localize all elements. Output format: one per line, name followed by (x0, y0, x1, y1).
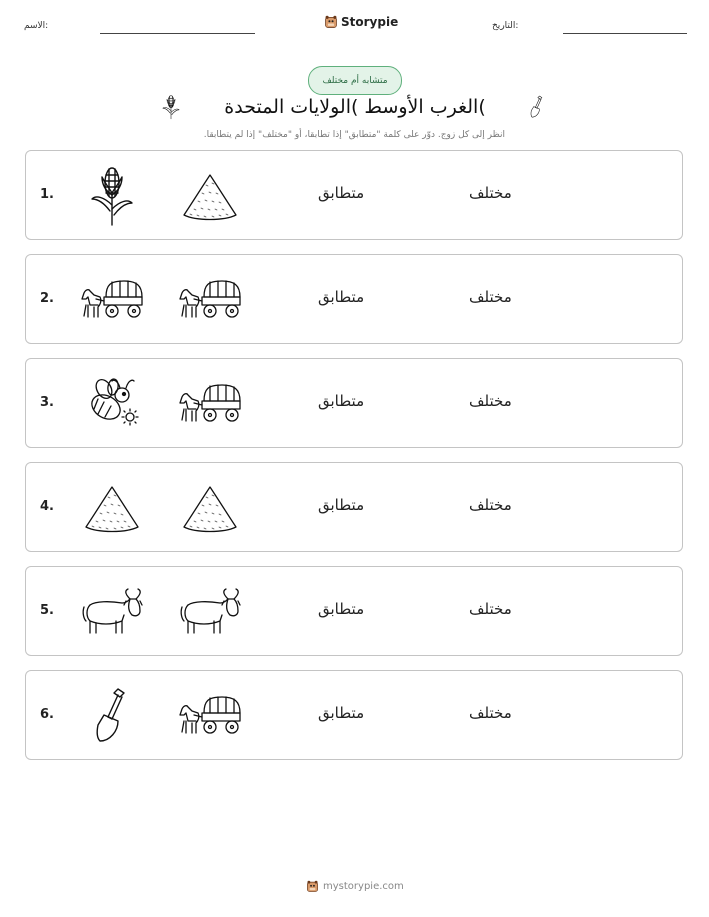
date-label: التاريخ: (492, 21, 519, 31)
option-same[interactable]: متطابق (318, 392, 365, 410)
grain-pile-icon (178, 165, 242, 227)
question-row-1 (25, 150, 683, 240)
page-title: الغرب الأوسط )الولايات المتحدة( (224, 96, 486, 118)
option-same[interactable]: متطابق (318, 184, 365, 202)
option-same[interactable]: متطابق (318, 288, 365, 306)
covered-wagon-icon (178, 373, 242, 435)
covered-wagon-icon (178, 269, 242, 331)
question-number: 5. (40, 603, 54, 618)
covered-wagon-icon (178, 685, 242, 747)
option-different[interactable]: مختلف (469, 600, 512, 618)
ox-icon (178, 581, 242, 643)
question-number: 1. (40, 187, 54, 202)
bee-icon (80, 373, 144, 435)
option-same[interactable]: متطابق (318, 600, 365, 618)
instructions: انظر إلى كل زوج. دوّر على كلمة "متطابق" إذا تطابقا، أو "مختلف" إذا لم يتطابقا. (203, 130, 505, 140)
question-number: 4. (40, 499, 54, 514)
topic-badge: متشابه أم مختلف (308, 66, 402, 95)
option-same[interactable]: متطابق (318, 496, 365, 514)
shovel-icon (80, 685, 144, 747)
corn-icon (158, 90, 184, 124)
option-different[interactable]: مختلف (469, 288, 512, 306)
shovel-icon (524, 90, 550, 124)
option-different[interactable]: مختلف (469, 704, 512, 722)
question-number: 6. (40, 707, 54, 722)
question-number: 2. (40, 291, 54, 306)
date-line[interactable] (563, 33, 687, 34)
footer-url[interactable]: mystorypie.com (323, 881, 404, 892)
brand-name: Storypie (341, 15, 399, 29)
question-row-5 (25, 566, 683, 656)
grain-pile-icon (80, 477, 144, 539)
question-row-2 (25, 254, 683, 344)
name-label: الاسم: (24, 21, 49, 31)
question-row-6 (25, 670, 683, 760)
mascot-icon (324, 15, 338, 29)
option-different[interactable]: مختلف (469, 496, 512, 514)
question-row-3 (25, 358, 683, 448)
option-different[interactable]: مختلف (469, 184, 512, 202)
option-same[interactable]: متطابق (318, 704, 365, 722)
ox-icon (80, 581, 144, 643)
question-row-4 (25, 462, 683, 552)
name-line[interactable] (100, 33, 255, 34)
option-different[interactable]: مختلف (469, 392, 512, 410)
mascot-icon (306, 880, 319, 893)
grain-pile-icon (178, 477, 242, 539)
footer (306, 880, 404, 893)
corn-icon (80, 165, 144, 227)
covered-wagon-icon (80, 269, 144, 331)
brand-logo (324, 13, 398, 31)
question-number: 3. (40, 395, 54, 410)
